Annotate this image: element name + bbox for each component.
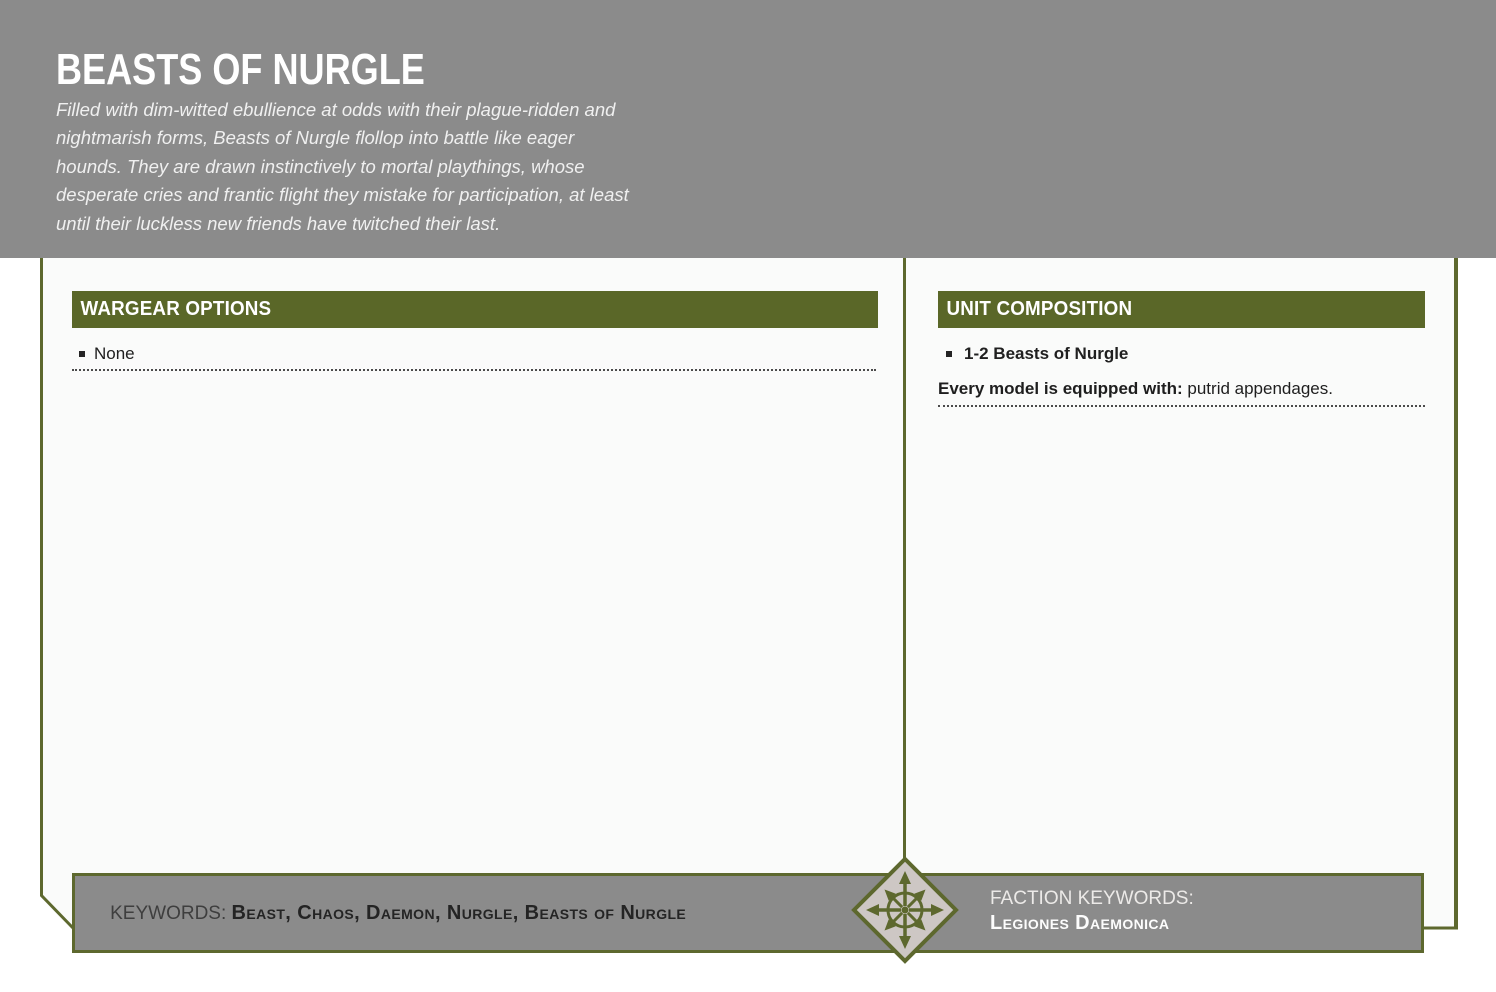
keywords-label: KEYWORDS:	[110, 902, 232, 924]
faction-keywords-block	[990, 886, 1194, 936]
equipment-value: putrid appendages.	[1182, 379, 1333, 398]
unit-composition-list-item	[946, 344, 1128, 364]
equipment-label: Every model is equipped with:	[938, 379, 1183, 398]
equipment-line	[938, 379, 1333, 399]
wargear-dotted-divider	[72, 369, 876, 371]
keywords-bar	[72, 873, 1424, 953]
unit-composition-item-label: 1-2 Beasts of Nurgle	[964, 344, 1129, 363]
flavor-text: Filled with dim-witted ebullience at odds with their plague-ridden and nightmarish forms, Beasts of Nurgle flollop into battle like eager hounds. They are drawn instinctively to mortal playthings, whose desperate cries and frantic flight they mistake for participation, at least until their luckless new friends have twitched their last.	[56, 99, 629, 234]
card-background	[40, 258, 1458, 930]
unit-composition-dotted-divider	[938, 405, 1425, 407]
faction-keywords-label: FACTION KEYWORDS:	[990, 888, 1194, 909]
faction-keywords-value: Legiones Daemonica	[990, 912, 1170, 934]
wargear-options-title: WARGEAR OPTIONS	[80, 298, 272, 320]
page-title: BEASTS OF NURGLE	[56, 45, 425, 94]
wargear-list-item	[79, 344, 135, 364]
unit-composition-section-header	[938, 291, 1425, 328]
keywords-line	[75, 880, 686, 947]
square-bullet-icon	[946, 351, 952, 357]
wargear-options-section-header	[72, 291, 878, 328]
wargear-item-label: None	[94, 344, 135, 363]
chaos-star-icon	[851, 856, 959, 964]
square-bullet-icon	[79, 351, 85, 357]
keywords-value: Beast, Chaos, Daemon, Nurgle, Beasts of Nurgle	[231, 901, 687, 924]
unit-composition-title: UNIT COMPOSITION	[946, 298, 1133, 320]
